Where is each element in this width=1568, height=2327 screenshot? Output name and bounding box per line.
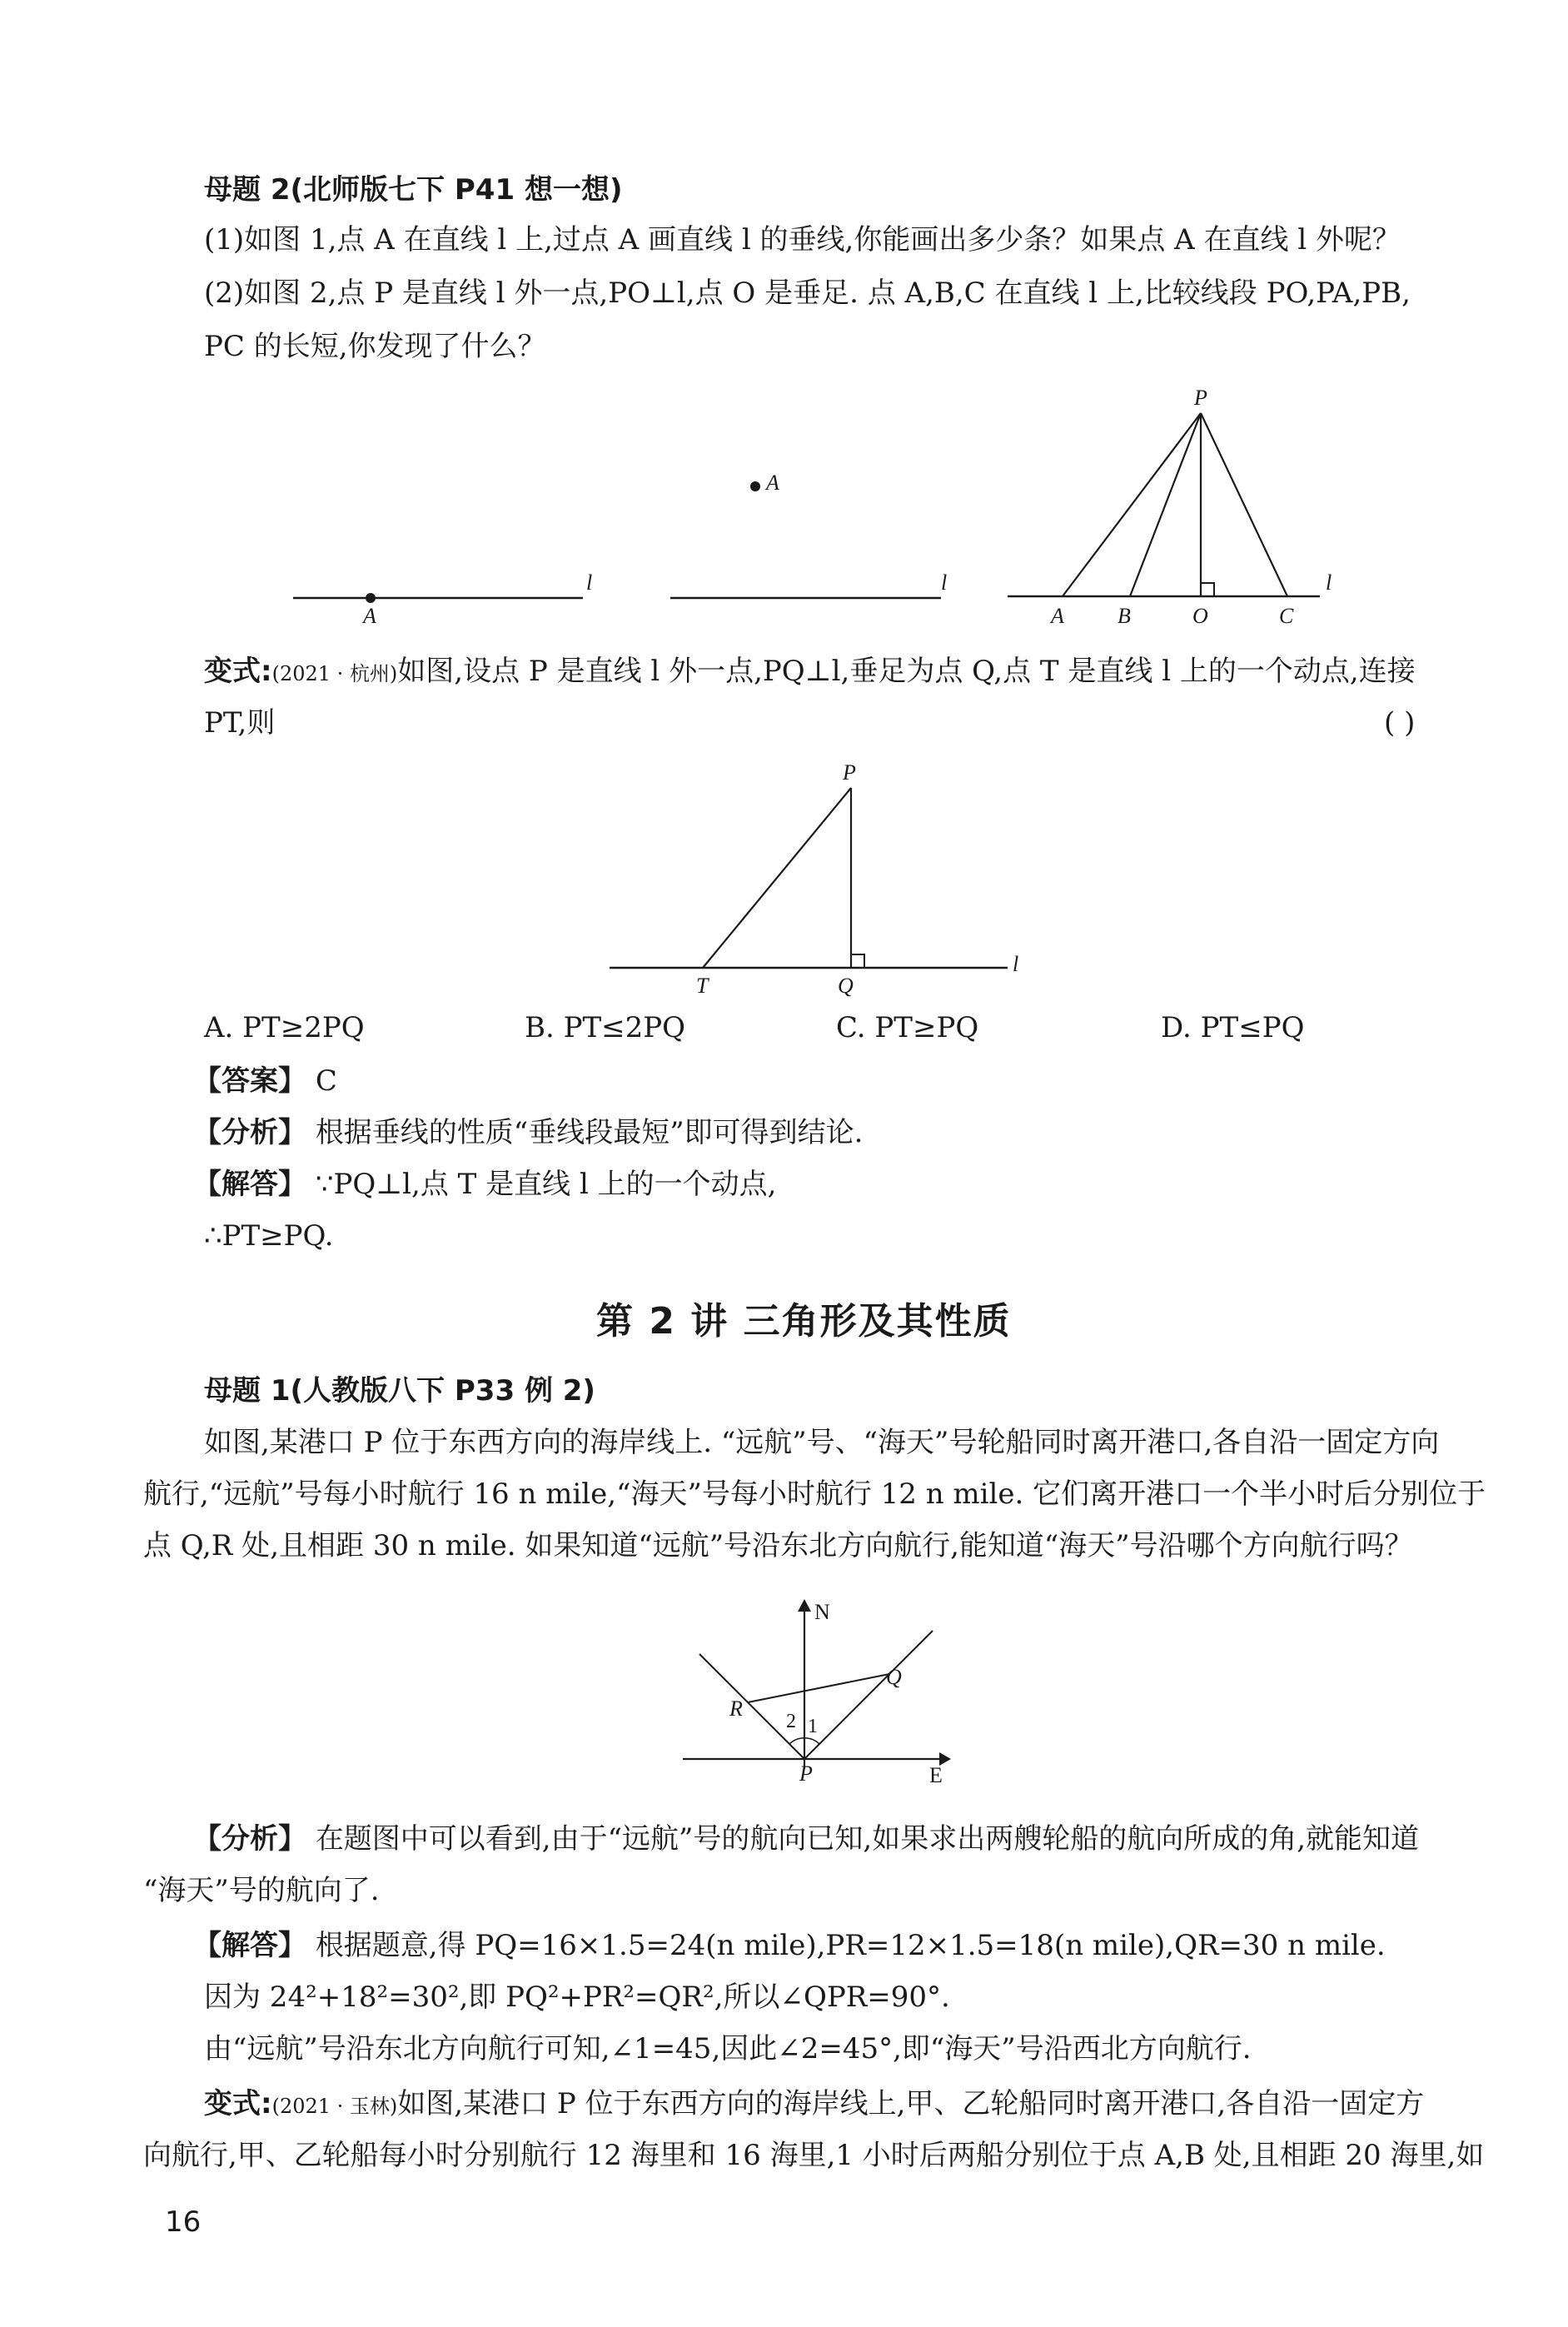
label-r: R bbox=[729, 1697, 743, 1721]
right-angle-mark bbox=[1201, 583, 1214, 596]
question-2-line-1: (2)如图 2,点 P 是直线 l 外一点,PO⊥l,点 O 是垂足. 点 A,B,C 在直线 l 上,比较线段 PO,PA,PB, bbox=[204, 277, 1411, 310]
solution-line-1: 【解答】 ∵PQ⊥l,点 T 是直线 l 上的一个动点, bbox=[193, 1168, 777, 1201]
label-n: N bbox=[814, 1600, 830, 1624]
fig3-label-a: A bbox=[1051, 604, 1064, 628]
v1-label-p: P bbox=[843, 760, 856, 785]
lecture-heading: 第 2 讲 三角形及其性质 bbox=[596, 1300, 1012, 1343]
fig3-label-b: B bbox=[1118, 604, 1131, 628]
fig3-label-l: l bbox=[1326, 571, 1332, 595]
label-e: E bbox=[929, 1763, 943, 1787]
lecture2-solution-1: 【解答】 根据题意,得 PQ=16×1.5=24(n mile),PR=12×1.5=18(n mile),QR=30 n mile. bbox=[193, 1929, 1386, 1962]
v1-label-t: T bbox=[696, 974, 709, 998]
segment-pc bbox=[1201, 413, 1287, 596]
question-2-line-2: PC 的长短,你发现了什么？ bbox=[204, 330, 546, 363]
lecture2-variant-line-2: 向航行,甲、乙轮船每小时分别航行 12 海里和 16 海里,1 小时后两船分别位于点 A,B 处,且相距 20 海里,如 bbox=[143, 2139, 1485, 2172]
v1-label-l: l bbox=[1013, 952, 1019, 976]
fig2-point-a bbox=[750, 481, 760, 491]
v1-label-q: Q bbox=[838, 974, 854, 998]
option-d: D. PT≤PQ bbox=[1161, 1011, 1305, 1044]
fig2-label-l: l bbox=[941, 571, 948, 595]
variant-1-line-2: PT,则 bbox=[204, 706, 276, 740]
label-angle-1: 1 bbox=[808, 1716, 818, 1737]
analysis-line: 【分析】 根据垂线的性质“垂线段最短”即可得到结论. bbox=[193, 1116, 864, 1149]
label-p: P bbox=[799, 1761, 813, 1786]
segment-pb bbox=[1130, 413, 1201, 596]
lecture2-variant-line-1: 变式:(2021 · 玉林)如图,某港口 P 位于东西方向的海岸线上,甲、乙轮船同时离开港口,各自沿一固定方 bbox=[204, 2087, 1425, 2120]
lecture2-p1: 如图,某港口 P 位于东西方向的海岸线上. “远航”号、“海天”号轮船同时离开港口,各自沿一固定方向 bbox=[204, 1426, 1440, 1459]
label-q: Q bbox=[886, 1665, 902, 1689]
fig3-label-p: P bbox=[1194, 386, 1207, 410]
fig1-label-a: A bbox=[363, 604, 376, 628]
v1-right-angle-mark bbox=[851, 954, 864, 968]
label-angle-2: 2 bbox=[786, 1711, 796, 1732]
north-arrow bbox=[798, 1599, 811, 1612]
lecture2-analysis-1: 【分析】 在题图中可以看到,由于“远航”号的航向已知,如果求出两艘轮船的航向所成的角,就能知道 bbox=[193, 1822, 1419, 1856]
fig3-label-c: C bbox=[1279, 604, 1294, 628]
segment-pt bbox=[703, 788, 851, 968]
fig1-point-a bbox=[366, 593, 376, 603]
option-a: A. PT≥2PQ bbox=[204, 1011, 365, 1044]
answer-bracket: ( ) bbox=[1384, 706, 1416, 740]
lecture2-solution-3: 由“远航”号沿东北方向航行可知,∠1=45,因此∠2=45°,即“海天”号沿西北方向航行. bbox=[204, 2032, 1252, 2065]
question-1: (1)如图 1,点 A 在直线 l 上,过点 A 画直线 l 的垂线,你能画出多少条？如果点 A 在直线 l 外呢？ bbox=[204, 223, 1401, 257]
option-c: C. PT≥PQ bbox=[836, 1011, 979, 1044]
problem-title: 母题 2(北师版七下 P41 想一想) bbox=[204, 173, 623, 207]
option-b: B. PT≤2PQ bbox=[525, 1011, 686, 1044]
lecture2-p3: 点 Q,R 处,且相距 30 n mile. 如果知道“远航”号沿东北方向航行,能知道“海天”号沿哪个方向航行吗？ bbox=[143, 1529, 1413, 1562]
segment-rq bbox=[748, 1674, 889, 1702]
ray-northwest bbox=[699, 1654, 804, 1759]
answer-line: 【答案】 C bbox=[193, 1064, 337, 1098]
ray-northeast bbox=[804, 1631, 933, 1759]
lecture2-solution-2: 因为 24²+18²=30²,即 PQ²+PR²=QR²,所以∠QPR=90°. bbox=[204, 1981, 950, 2014]
lecture2-problem-title: 母题 1(人教版八下 P33 例 2) bbox=[204, 1374, 595, 1408]
lecture2-p2: 航行,“远航”号每小时航行 16 n mile,“海天”号每小时航行 12 n mile. 它们离开港口一个半小时后分别位于 bbox=[143, 1477, 1486, 1511]
fig1-label-l: l bbox=[586, 571, 593, 595]
solution-line-2: ∴PT≥PQ. bbox=[204, 1219, 334, 1253]
page-number: 16 bbox=[165, 2205, 202, 2239]
segment-pa bbox=[1063, 413, 1201, 596]
fig3-label-o: O bbox=[1192, 604, 1208, 628]
variant-1-line-1: 变式:(2021 · 杭州)如图,设点 P 是直线 l 外一点,PQ⊥l,垂足为点 Q,点 T 是直线 l 上的一个动点,连接 bbox=[204, 655, 1416, 688]
fig2-label-a: A bbox=[766, 471, 779, 495]
lecture2-analysis-2: “海天”号的航向了. bbox=[143, 1874, 380, 1907]
